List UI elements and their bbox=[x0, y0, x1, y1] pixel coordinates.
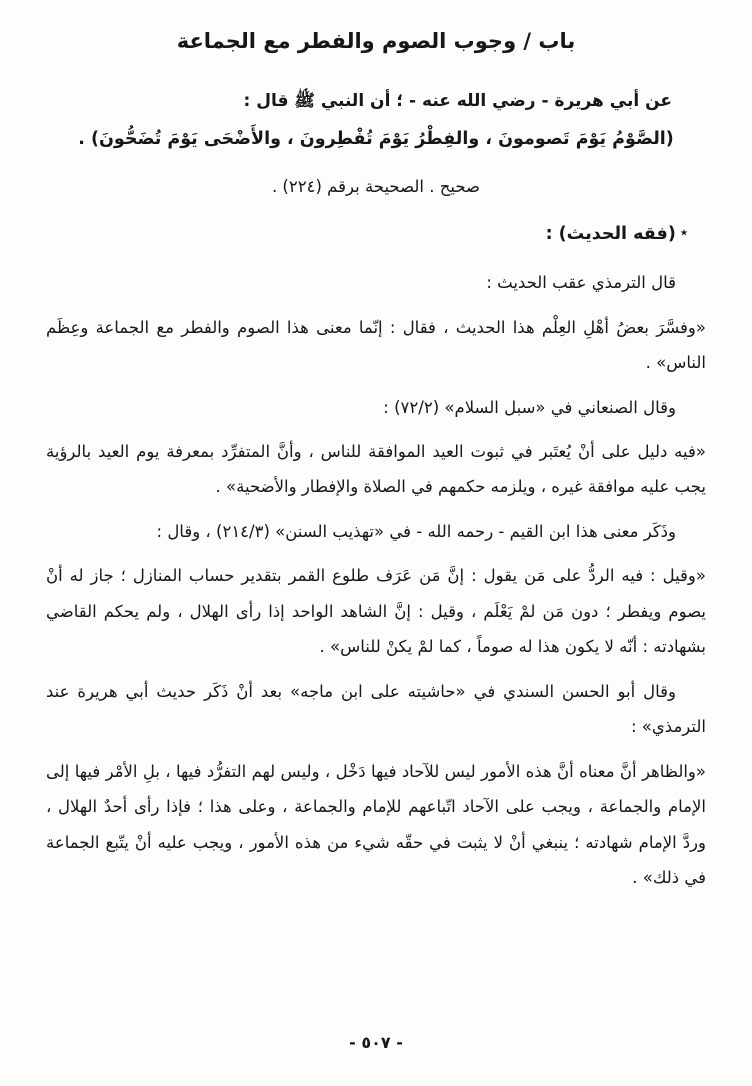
quote-sindi: «والظاهر أنَّ معناه أنَّ هذه الأمور ليس للآحاد فيها دَخْل ، وليس لهم التفرُّد فيها ، بلِ الأمْر فيها إلى الإمام والجماعة ، ويجب على الآحاد اتّباعهم للإمام والجماعة ، وعلى هذا ؛ فإذا رأى أحدٌ الهلال ، وردَّ الإمام شهادته ؛ ينبغي أنْ لا يثبت في حقّه شيء من هذه الأمور ، ويجب عليه أنْ يتّبع الجماعة في ذلك» . bbox=[46, 761, 706, 888]
paragraph-ibn-qayyim-intro: وذَكَر معنى هذا ابن القيم - رحمه الله - في «تهذيب السنن» (٢١٤/٣) ، وقال : bbox=[156, 521, 676, 541]
chapter-title: باب / وجوب الصوم والفطر مع الجماعة bbox=[176, 29, 576, 53]
paragraph-tirmidhi-intro: قال الترمذي عقب الحديث : bbox=[486, 273, 676, 293]
quote-sanani: «فيه دليل على أنْ يُعتَبر في ثبوت العيد الموافقة للناس ، وأنَّ المتفرِّد بمعرفة يوم العيد بالرؤية يجب عليه موافقة غيره ، ويلزمه حكمهم في الصلاة والإفطار والأضحية» . bbox=[46, 441, 706, 497]
star-ornament-icon: ٭ bbox=[679, 222, 688, 241]
fiqh-section-heading bbox=[46, 218, 706, 251]
quote-ibn-qayyim: «وقيل : فيه الردُّ على مَن يقول : إنَّ مَن عَرَف طلوع القمر بتقدير حساب المنازل ؛ جاز له أنْ يصوم ويفطر ؛ دون مَن لمْ يَعْلَم ، وقيل : إنَّ الشاهد الواحد إذا رأى الهلال ، ولم يحكم القاضي بشهادته : أنّه لا يكون هذا له صوماً ، كما لمْ يكنْ للناس» . bbox=[46, 566, 706, 657]
quote-tirmidhi: «وفسَّرَ بعضُ أهْلِ العِلْم هذا الحديث ، فقال : إنّما معنى هذا الصوم والفطر مع الجماعة وعِظَم الناس» . bbox=[46, 317, 706, 373]
page-number: - ٥٠٧ - bbox=[349, 1033, 403, 1052]
hadith-text: (الصَّوْمُ يَوْمَ تَصومونَ ، والفِطْرُ يَوْمَ تُفْطِرونَ ، والأَضْحَى يَوْمَ تُضَحُّونَ) . bbox=[78, 128, 674, 149]
paragraph-sanani-intro: وقال الصنعاني في «سبل السلام» (٧٢/٢) : bbox=[383, 397, 676, 417]
hadith-narration-line: عن أبي هريرة - رضي الله عنه - ؛ أن النبي ﷺ قال : bbox=[243, 90, 672, 111]
paragraph-sindi-intro: وقال أبو الحسن السندي في «حاشيته على ابن ماجه» بعد أنْ ذَكَر حديث أبي هريرة عند الترمذي» : bbox=[46, 681, 706, 737]
fiqh-section-label: (فقه الحديث) : bbox=[545, 223, 676, 244]
hadith-grading: صحيح . الصحيحة برقم (٢٢٤) . bbox=[271, 176, 481, 196]
